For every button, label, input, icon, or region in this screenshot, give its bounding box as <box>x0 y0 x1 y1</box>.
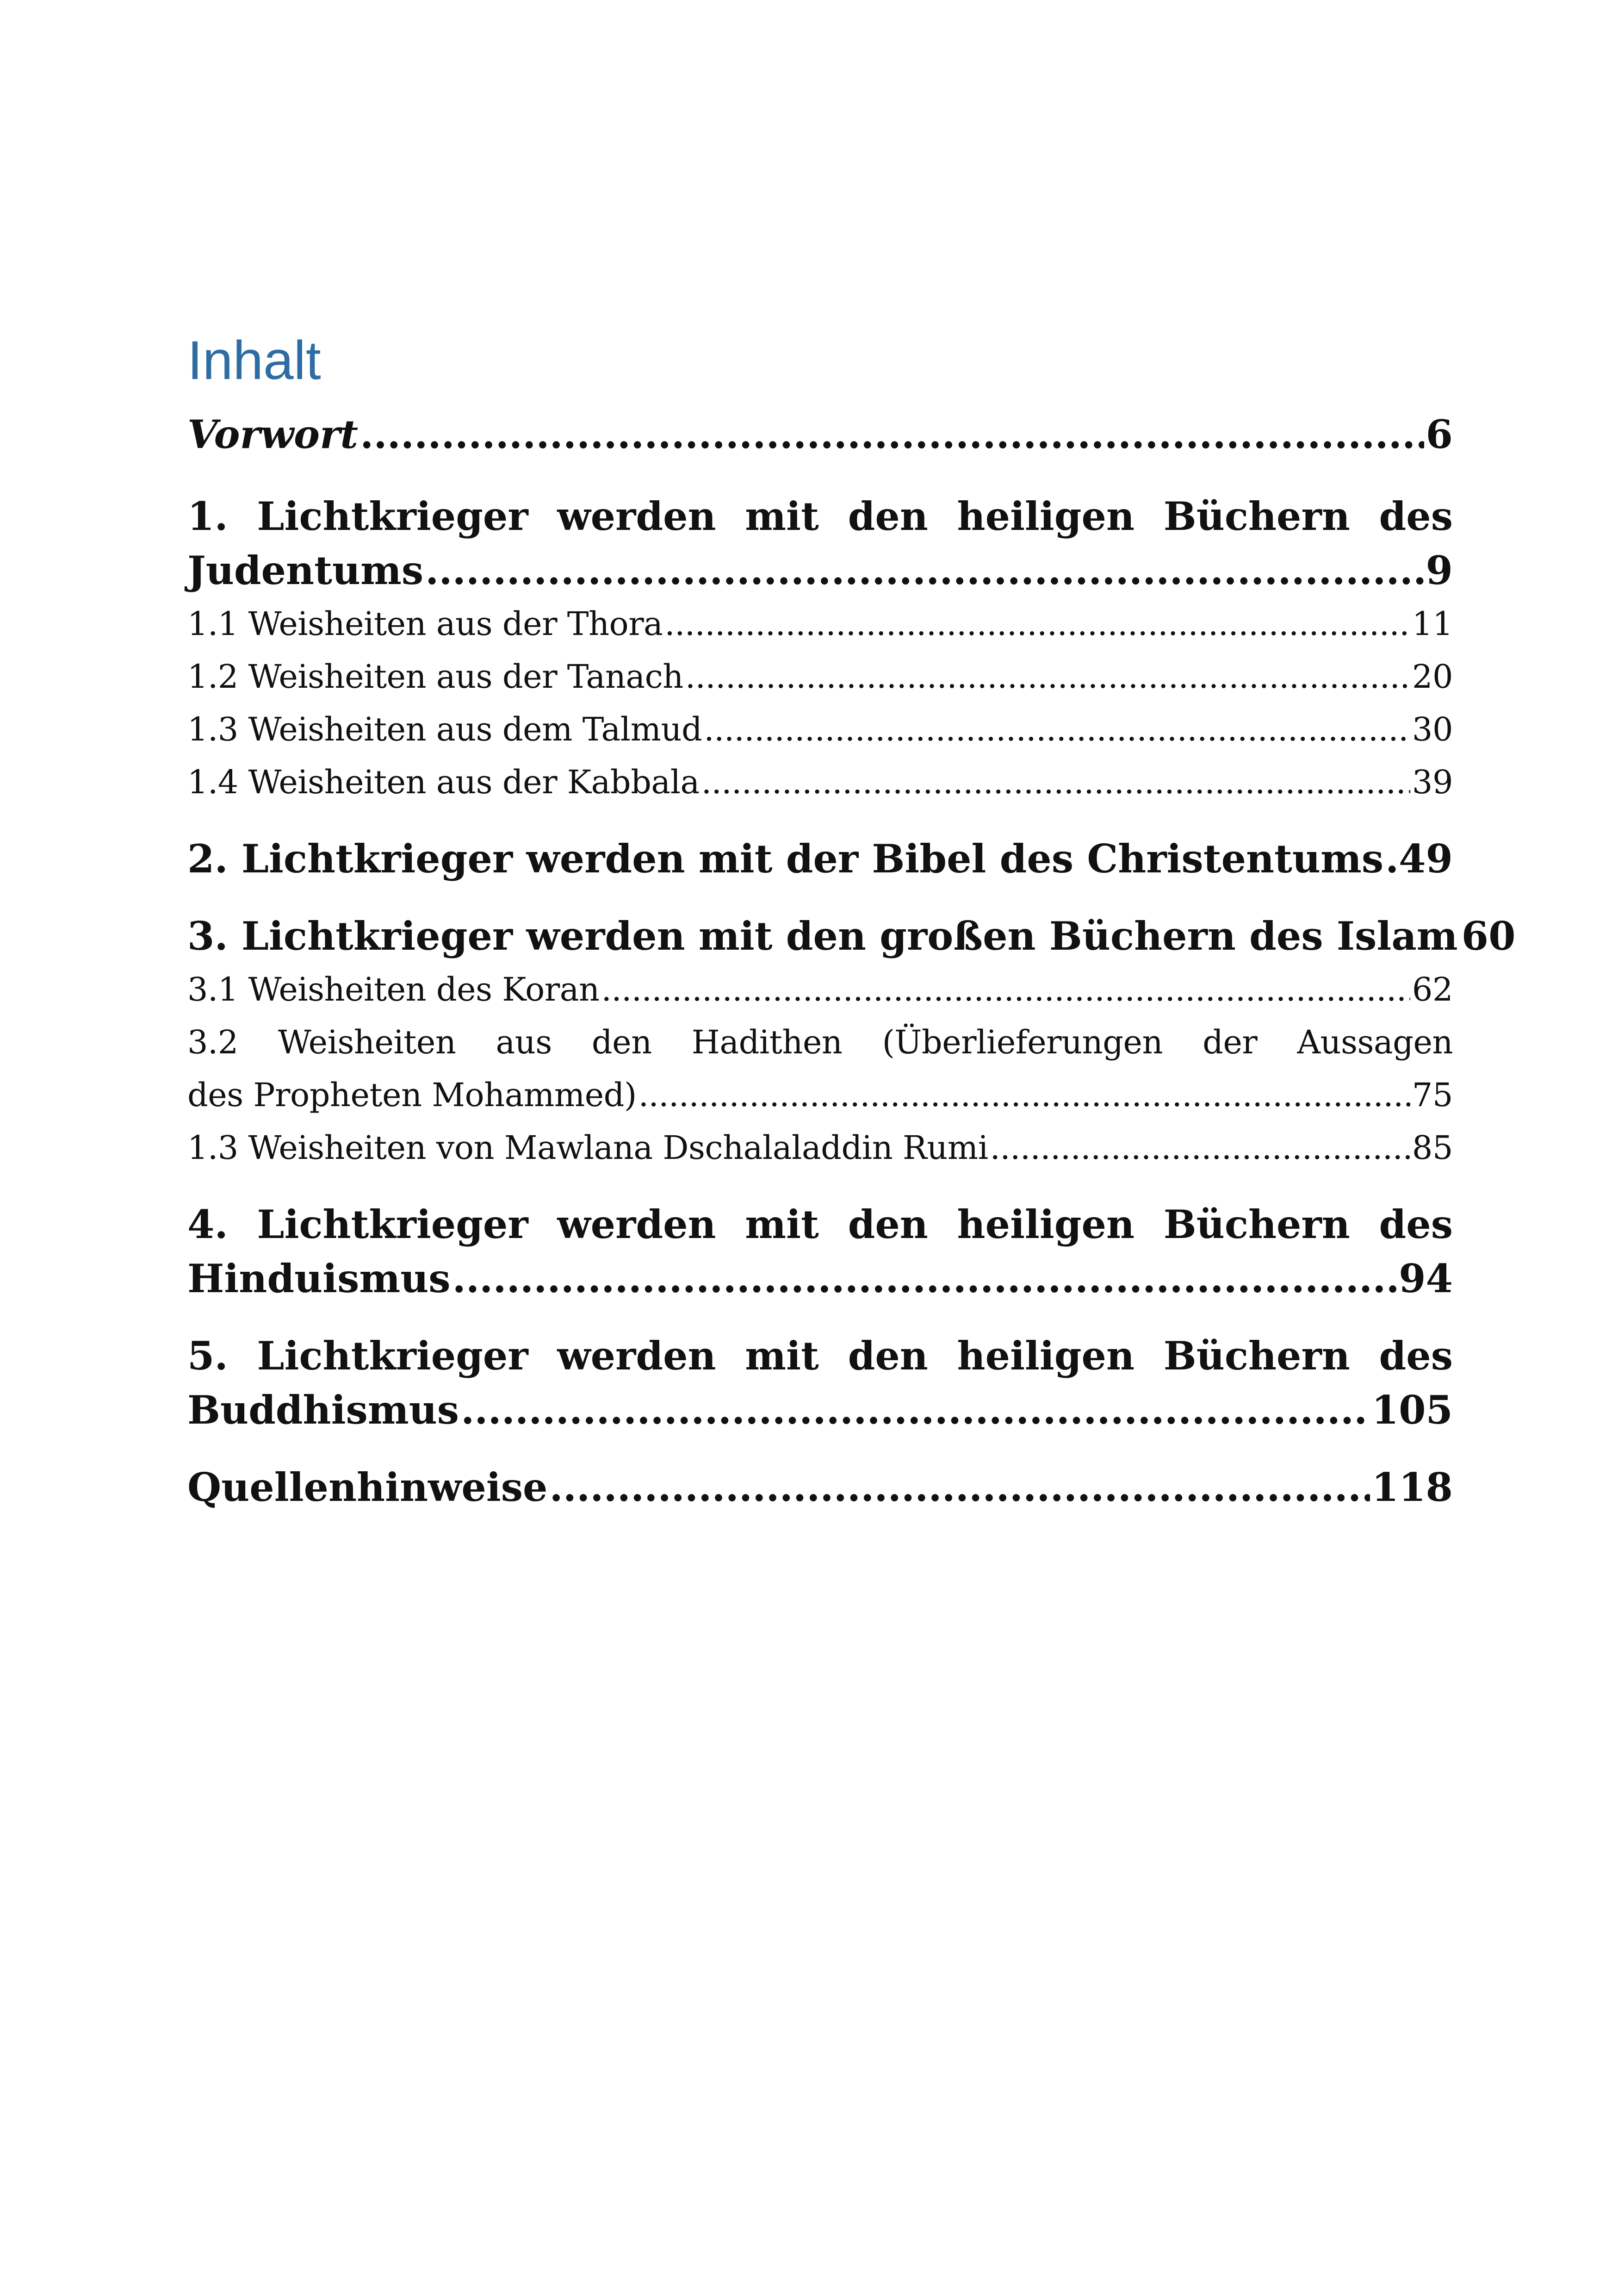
dot-leader <box>360 407 1424 461</box>
toc-entry-page: 11 <box>1412 605 1453 643</box>
toc-entry-section-3-1[interactable] <box>187 963 1453 1016</box>
toc-entry-chapter-1[interactable] <box>187 489 1453 597</box>
toc-entry-title: 2. Lichtkrieger werden mit der Bibel des Christentums <box>187 836 1384 882</box>
toc-entry-section-1-4[interactable] <box>187 756 1453 809</box>
toc-entry-title: 1.1 Weisheiten aus der Thora <box>187 605 663 643</box>
dot-leader <box>461 1383 1370 1437</box>
toc-entry-page: 118 <box>1371 1464 1453 1510</box>
toc-entry-title: Hinduismus <box>187 1256 451 1301</box>
toc-entry-page: 20 <box>1412 658 1453 696</box>
dot-leader <box>701 756 1410 809</box>
dot-leader <box>664 597 1410 650</box>
toc-entry-page: 85 <box>1412 1129 1453 1167</box>
toc-entry-title-line1: 5. Lichtkrieger werden mit den heiligen Büchern des <box>187 1333 1453 1379</box>
toc-entry-title: 3.1 Weisheiten des Koran <box>187 971 600 1008</box>
toc-entry-section-1-1[interactable] <box>187 597 1453 650</box>
toc-heading: Inhalt <box>187 330 321 391</box>
toc-entry-vorwort[interactable] <box>187 407 1453 461</box>
toc-entry-chapter-3[interactable] <box>187 909 1516 963</box>
toc-entry-page: 39 <box>1412 763 1453 801</box>
toc-entry-title-line1: 1. Lichtkrieger werden mit den heiligen Büchern des <box>187 493 1453 539</box>
toc-entry-chapter-5[interactable] <box>187 1329 1453 1437</box>
toc-entry-title: 1.2 Weisheiten aus der Tanach <box>187 658 683 696</box>
toc-entry-page: 94 <box>1399 1256 1453 1301</box>
toc-entry-title: Buddhismus <box>187 1387 459 1433</box>
toc-entry-page: 62 <box>1412 971 1453 1008</box>
toc-entry-page: 60 <box>1461 913 1516 959</box>
dot-leader <box>990 1121 1410 1174</box>
toc-entry-title: 1.3 Weisheiten von Mawlana Dschalaladdin Rumi <box>187 1129 988 1167</box>
dot-leader <box>1385 832 1397 886</box>
toc-entry-section-1-2[interactable] <box>187 650 1453 703</box>
toc-entry-page: 75 <box>1412 1076 1453 1114</box>
toc-entry-title: Vorwort <box>187 411 359 457</box>
toc-entry-title: 1.3 Weisheiten aus dem Talmud <box>187 710 702 748</box>
toc-entry-page: 49 <box>1399 836 1453 882</box>
toc-entry-page: 30 <box>1412 710 1453 748</box>
dot-leader <box>453 1251 1397 1306</box>
toc-entry-section-3-2[interactable] <box>187 1016 1453 1121</box>
dot-leader <box>685 650 1410 703</box>
toc-entry-chapter-4[interactable] <box>187 1197 1453 1306</box>
toc-entry-chapter-2[interactable] <box>187 832 1453 886</box>
toc-entry-page: 6 <box>1426 411 1453 457</box>
dot-leader <box>549 1460 1370 1514</box>
toc-entry-title: 1.4 Weisheiten aus der Kabbala <box>187 763 700 801</box>
dot-leader <box>425 543 1424 597</box>
dot-leader <box>601 963 1410 1016</box>
toc-entry-title: Quellenhinweise <box>187 1464 548 1510</box>
dot-leader <box>639 1069 1410 1121</box>
toc-entry-section-1-3[interactable] <box>187 703 1453 756</box>
dot-leader <box>704 703 1410 756</box>
toc-entry-title: des Propheten Mohammed) <box>187 1076 637 1114</box>
toc-entry-title-line1: 4. Lichtkrieger werden mit den heiligen Büchern des <box>187 1201 1453 1247</box>
toc-entry-title: 3. Lichtkrieger werden mit den großen Büchern des Islam <box>187 913 1458 959</box>
toc-entry-quellenhinweise[interactable] <box>187 1460 1453 1514</box>
table-of-contents <box>187 330 1516 1514</box>
toc-entry-title-line1: 3.2 Weisheiten aus den Hadithen (Überlieferungen der Aussagen <box>187 1023 1453 1061</box>
toc-entry-page: 105 <box>1371 1387 1453 1433</box>
toc-entry-section-rumi[interactable] <box>187 1121 1453 1174</box>
toc-entry-page: 9 <box>1426 548 1453 593</box>
toc-entry-title: Judentums <box>187 548 424 593</box>
